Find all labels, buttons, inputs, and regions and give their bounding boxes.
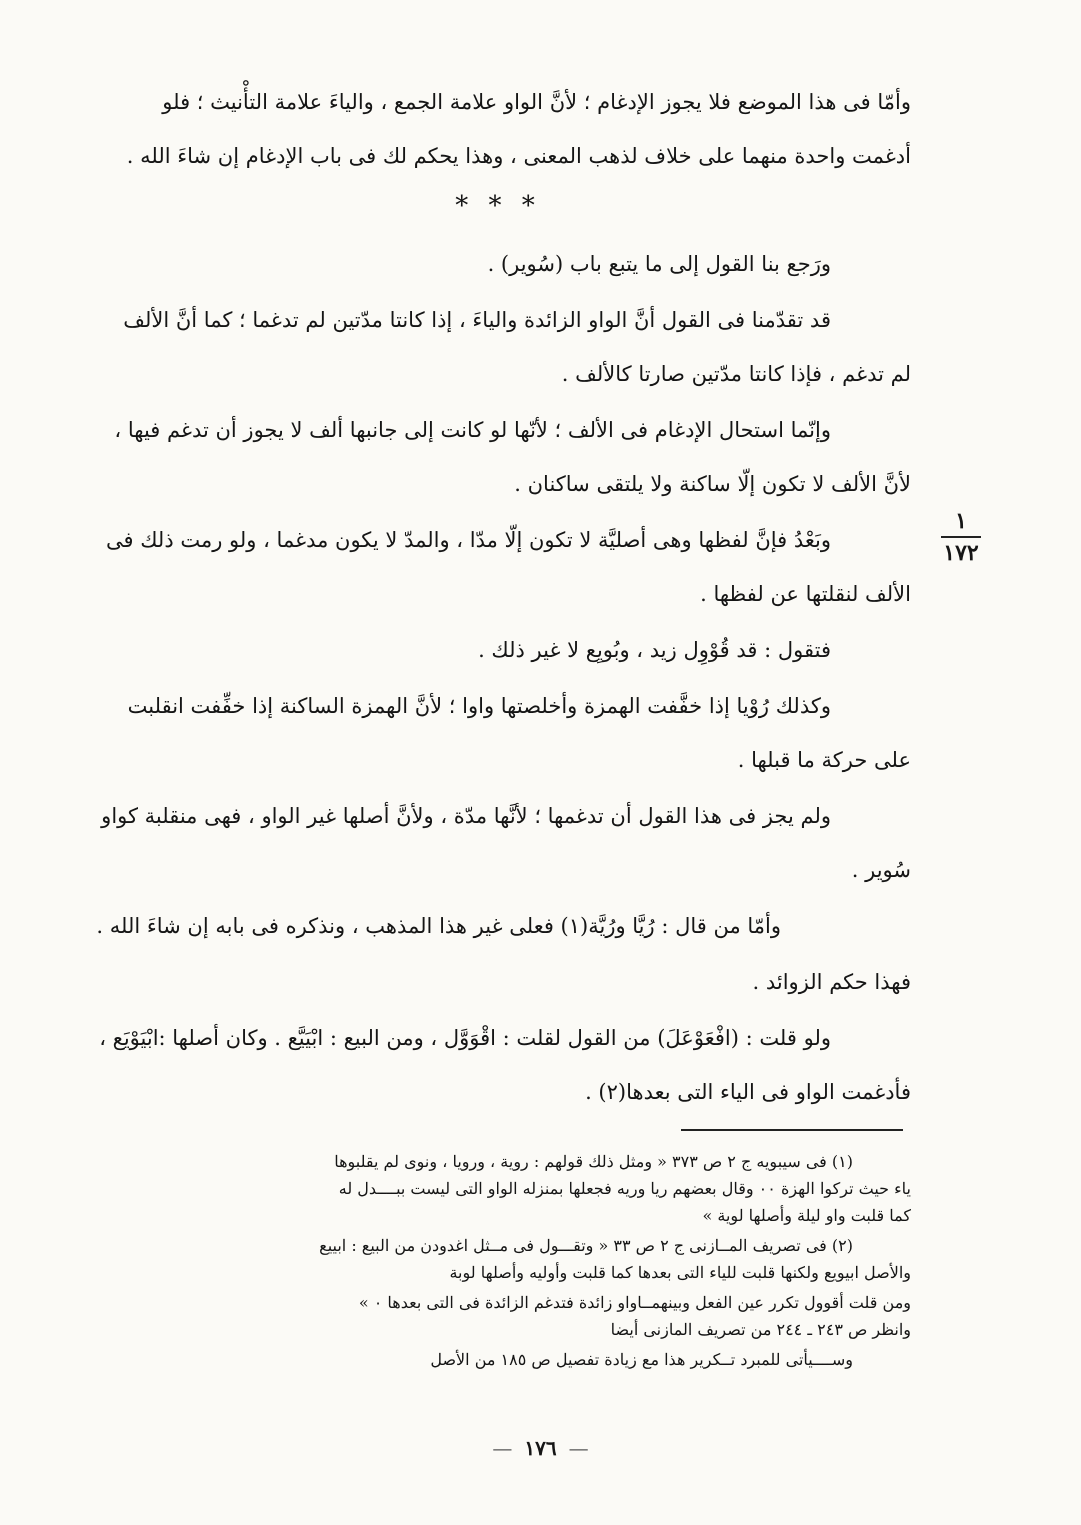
paragraph-line: وأمّا من قال : رُيَّا ورُيَّة(١) فعلى غير هذا المذهب ، ونذكره فى بابه إن شاءَ الله . [96, 914, 781, 938]
footnotes [85, 1148, 911, 1373]
main-text [85, 78, 911, 1122]
page-number-value: ١٧٦ [524, 1436, 557, 1460]
footnote-line: كما قلبت واو ليلة وأصلها لوية » [702, 1206, 911, 1225]
page-number-dash: — [492, 1436, 513, 1460]
paragraph-line: قد تقدّمنا فى القول أنَّ الواو الزائدة والياءَ ، إذا كانتا مدّتين لم تدغما ؛ كما أنَّ الألف [123, 308, 831, 332]
margin-reference-top: ١ [955, 508, 967, 534]
footnote-line: ياء حيث تركوا الهزة ٠٠ وقال بعضهم ريا وريه فجعلها بمنزله الواو التى ليست ببــــدل له [338, 1179, 911, 1198]
paragraph-line: فهذا حكم الزوائد . [752, 970, 911, 994]
footnote-line: وانظر ص ٢٤٣ ـ ٢٤٤ من تصريف المازنى أيضا [610, 1320, 911, 1339]
paragraph-line: ولو قلت : (افْعَوْعَلَ) من القول لقلت : اقْوَوَّل ، ومن البيع : ابْيَيَّع . وكان أصلها :ابْيَوْيَع ، [99, 1026, 831, 1050]
paragraph-line: لم تدغم ، فإذا كانتا مدّتين صارتا كالألف . [561, 362, 911, 386]
footnote-line: (١) فى سيبويه ج ٢ ص ٣٧٣ « ومثل ذلك قولهم : روية ، ورويا ، ونوى لم يقلبوها [334, 1152, 853, 1171]
paragraph-line: وكذلك رُوْيا إذا خفَّفت الهمزة وأخلصتها واوا ؛ لأنَّ الهمزة الساكنة إذا خفِّفت انقلبت [127, 694, 831, 718]
margin-reference-bottom: ١٧٢ [943, 540, 979, 566]
footnote-divider [681, 1129, 903, 1131]
page-number [0, 1436, 1081, 1460]
paragraph-line: فأدغمت الواو فى الياء التى بعدها(٢) . [585, 1080, 911, 1104]
paragraph-line: ولم يجز فى هذا القول أن تدغمها ؛ لأنَّها مدّة ، ولأنَّ أصلها غير الواو ، فهى منقلبة كواو [101, 804, 831, 828]
paragraph-line: سُوير . [851, 858, 911, 882]
footnote-line: ومن قلت أقوول تكرر عين الفعل وبينهمــاواو زائدة فتدغم الزائدة فى التى بعدها ٠ » [358, 1293, 911, 1312]
paragraph-line: على حركة ما قبلها . [737, 748, 911, 772]
margin-page-reference [941, 508, 981, 566]
text-line: أدغمت واحدة منهما على خلاف لذهب المعنى ، وهذا يحكم لك فى باب الإدغام إن شاءَ الله . [126, 144, 911, 168]
footnote-line: وســــيأتى للمبرد تــكرير هذا مع زيادة تفصيل ص ١٨٥ من الأصل [430, 1350, 853, 1369]
footnote-line: (٢) فى تصريف المــازنى ج ٢ ص ٣٣ « وتقـــول فى مــثل اغدودن من البيع : ابييع [319, 1236, 853, 1255]
page-number-dash: — [568, 1436, 589, 1460]
paragraph-line: الألف لنقلتها عن لفظها . [700, 582, 911, 606]
footnote-line: والأصل ابيويع ولكنها قلبت للياء التى بعدها كما قلبت وأوليه وأصلها لوبة [449, 1263, 911, 1282]
paragraph-line: وبَعْدُ فإنَّ لفظها وهى أصليَّة لا تكون إلّا مدّا ، والمدّ لا يكون مدغما ، ولو رمت ذلك فى [106, 528, 831, 552]
text-line: وأمّا فى هذا الموضع فلا يجوز الإدغام ؛ لأنَّ الواو علامة الجمع ، والياءَ علامة التأْنيث ؛ فلو [162, 90, 911, 114]
paragraph-line: ورَجع بنا القول إلى ما يتبع باب (سُوير) . [487, 252, 831, 276]
paragraph-line: لأنَّ الألف لا تكون إلّا ساكنة ولا يلتقى ساكنان . [514, 472, 911, 496]
paragraph-line: وإنّما استحال الإدغام فى الألف ؛ لأنّها لو كانت إلى جانبها ألف لا يجوز أن تدغم فيها ، [114, 418, 831, 442]
section-separator: * * * [455, 191, 541, 221]
margin-reference-rule [941, 536, 981, 538]
paragraph-line: فتقول : قد قُوْوِل زيد ، وبُويِع لا غير ذلك . [478, 638, 831, 662]
